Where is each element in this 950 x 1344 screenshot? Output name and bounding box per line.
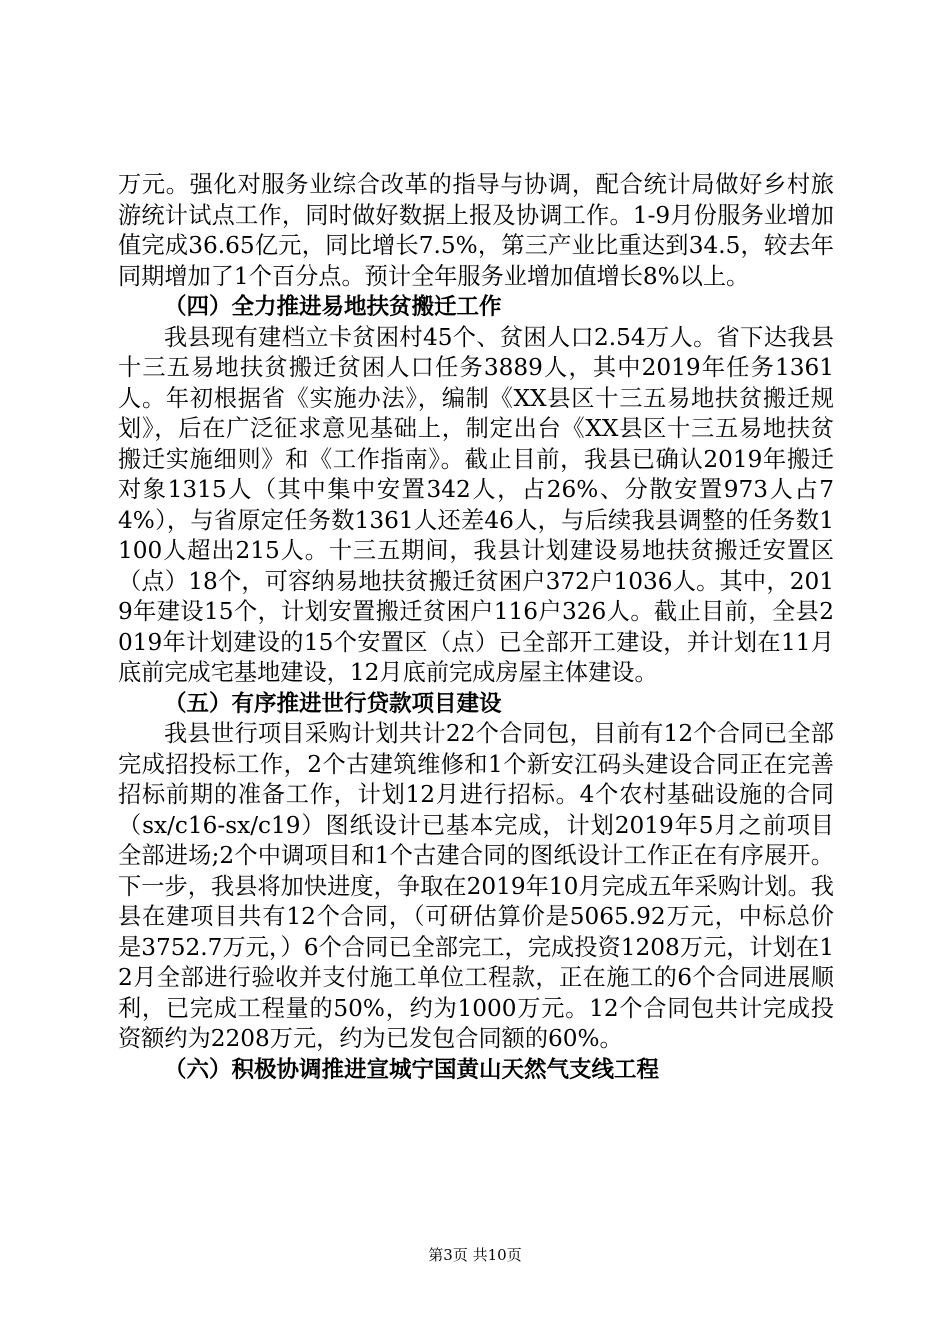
section-heading-4: （四）全力推进易地扶贫搬迁工作 <box>164 294 502 320</box>
section-heading-5: （五）有序推进世行贷款项目建设 <box>164 690 502 717</box>
document-body <box>118 170 834 1085</box>
paragraph-service-industry: 万元。强化对服务业综合改革的指导与协调，配合统计局做好乡村旅游统计试点工作，同时做好数据上报及协调工作。1-9月份服务业增加值完成36.65亿元，同比增长7.5%，第三产业比重达到34.5，较去年同期增加了1个百分点。预计全年服务业增加值增长8%以上。 <box>118 171 834 290</box>
paragraph-world-bank-project: 我县世行项目采购计划共计22个合同包，目前有12个合同已全部完成招投标工作，2个古建筑维修和1个新安江码头建设合同正在完善招标前期的准备工作，计划12月进行招标。4个农村基础设施的合同（sx/c16-sx/c19）图纸设计已基本完成，计划2019年5月之前项目全部进场;2个中调项目和1个古建合同的图纸设计工作正在有序展开。下一步，我县将加快进度，争取在2019年10月完成五年采购计划。我县在建项目共有12个合同，（可研估算价是5065.92万元，中标总价是3752.7万元，）6个合同已全部完工，完成投资1208万元，计划在12月全部进行验收并支付施工单位工程款，正在施工的6个合同进展顺利，已完成工程量的50%，约为1000万元。12个合同包共计完成投资额约为2208万元，约为已发包合同额的60%。 <box>118 720 834 1052</box>
paragraph-relocation: 我县现有建档立卡贫困村45个、贫困人口2.54万人。省下达我县十三五易地扶贫搬迁贫困人口任务3889人，其中2019年任务1361人。年初根据省《实施办法》，编制《XX县区十三五易地扶贫搬迁规划》，后在广泛征求意见基础上，制定出台《XX县区十三五易地扶贫搬迁实施细则》和《工作指南》。截止目前，我县已确认2019年搬迁对象1315人（其中集中安置342人，占26%、分散安置973人占74%），与省原定任务数1361人还差46人，与后续我县调整的任务数1100人超出215人。十三五期间，我县计划建设易地扶贫搬迁安置区（点）18个，可容纳易地扶贫搬迁贫困户372户1036人。其中，2019年建设15个，计划安置搬迁贫困户116户326人。截止目前，全县2019年计划建设的15个安置区（点）已全部开工建设，并计划在11月底前完成宅基地建设，12月底前完成房屋主体建设。 <box>118 323 834 686</box>
section-heading-6: （六）积极协调推进宣城宁国黄山天然气支线工程 <box>164 1056 660 1083</box>
page-number-footer: 第3页 共10页 <box>428 1246 522 1264</box>
